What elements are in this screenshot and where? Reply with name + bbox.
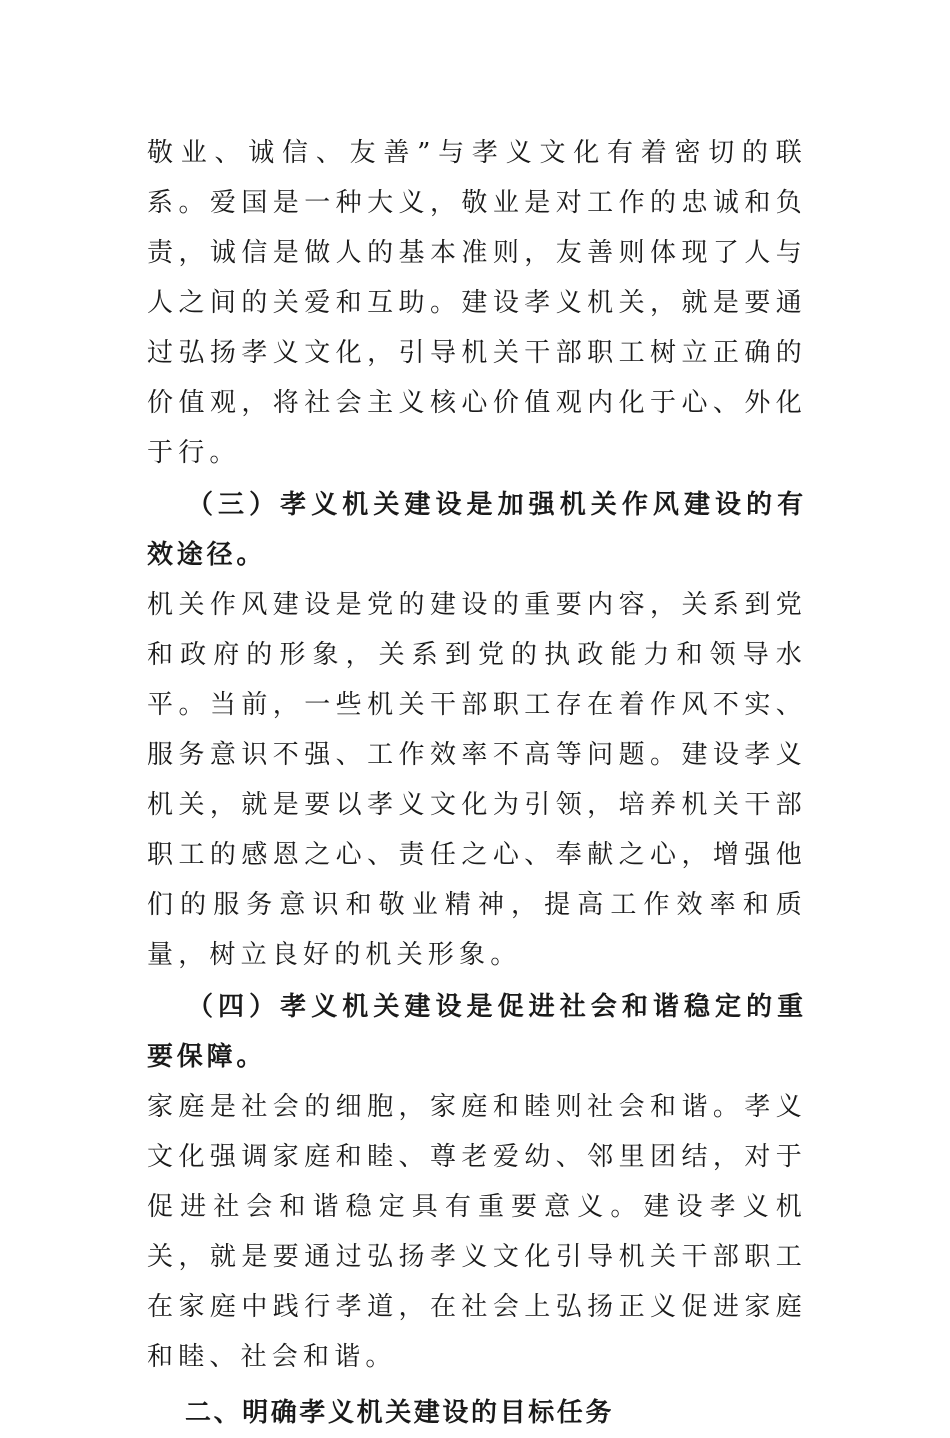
subheading-social-harmony: （四）孝义机关建设是促进社会和谐稳定的重要保障。 — [147, 992, 807, 1072]
body-paragraph-core-values: 敬业、诚信、友善”与孝义文化有着密切的联系。爱国是一种大义，敬业是对工作的忠诚和负责，诚信是做人的基本准则，友善则体现了人与人之间的关爱和互助。建设孝义机关，就是要通过弘扬孝义文化，引导机关干部职工树立正确的价值观，将社会主义核心价值观内化于心、外化于行。 — [147, 138, 807, 468]
subheading-work-style: （三）孝义机关建设是加强机关作风建设的有效途径。 — [147, 490, 807, 570]
body-paragraph-social-harmony: 家庭是社会的细胞，家庭和睦则社会和谐。孝义文化强调家庭和睦、尊老爱幼、邻里团结，对于促进社会和谐稳定具有重要意义。建设孝义机关，就是要通过弘扬孝义文化引导机关干部职工在家庭中践行孝道，在社会上弘扬正义促进家庭和睦、社会和谐。 — [147, 1092, 807, 1372]
section-heading-goals: 二、明确孝义机关建设的目标任务 — [185, 1398, 615, 1428]
document-body — [147, 128, 807, 1438]
body-paragraph-work-style: 机关作风建设是党的建设的重要内容，关系到党和政府的形象，关系到党的执政能力和领导水平。当前，一些机关干部职工存在着作风不实、服务意识不强、工作效率不高等问题。建设孝义机关，就是要以孝义文化为引领，培养机关干部职工的感恩之心、责任之心、奉献之心，增强他们的服务意识和敬业精神，提高工作效率和质量，树立良好的机关形象。 — [147, 590, 807, 970]
